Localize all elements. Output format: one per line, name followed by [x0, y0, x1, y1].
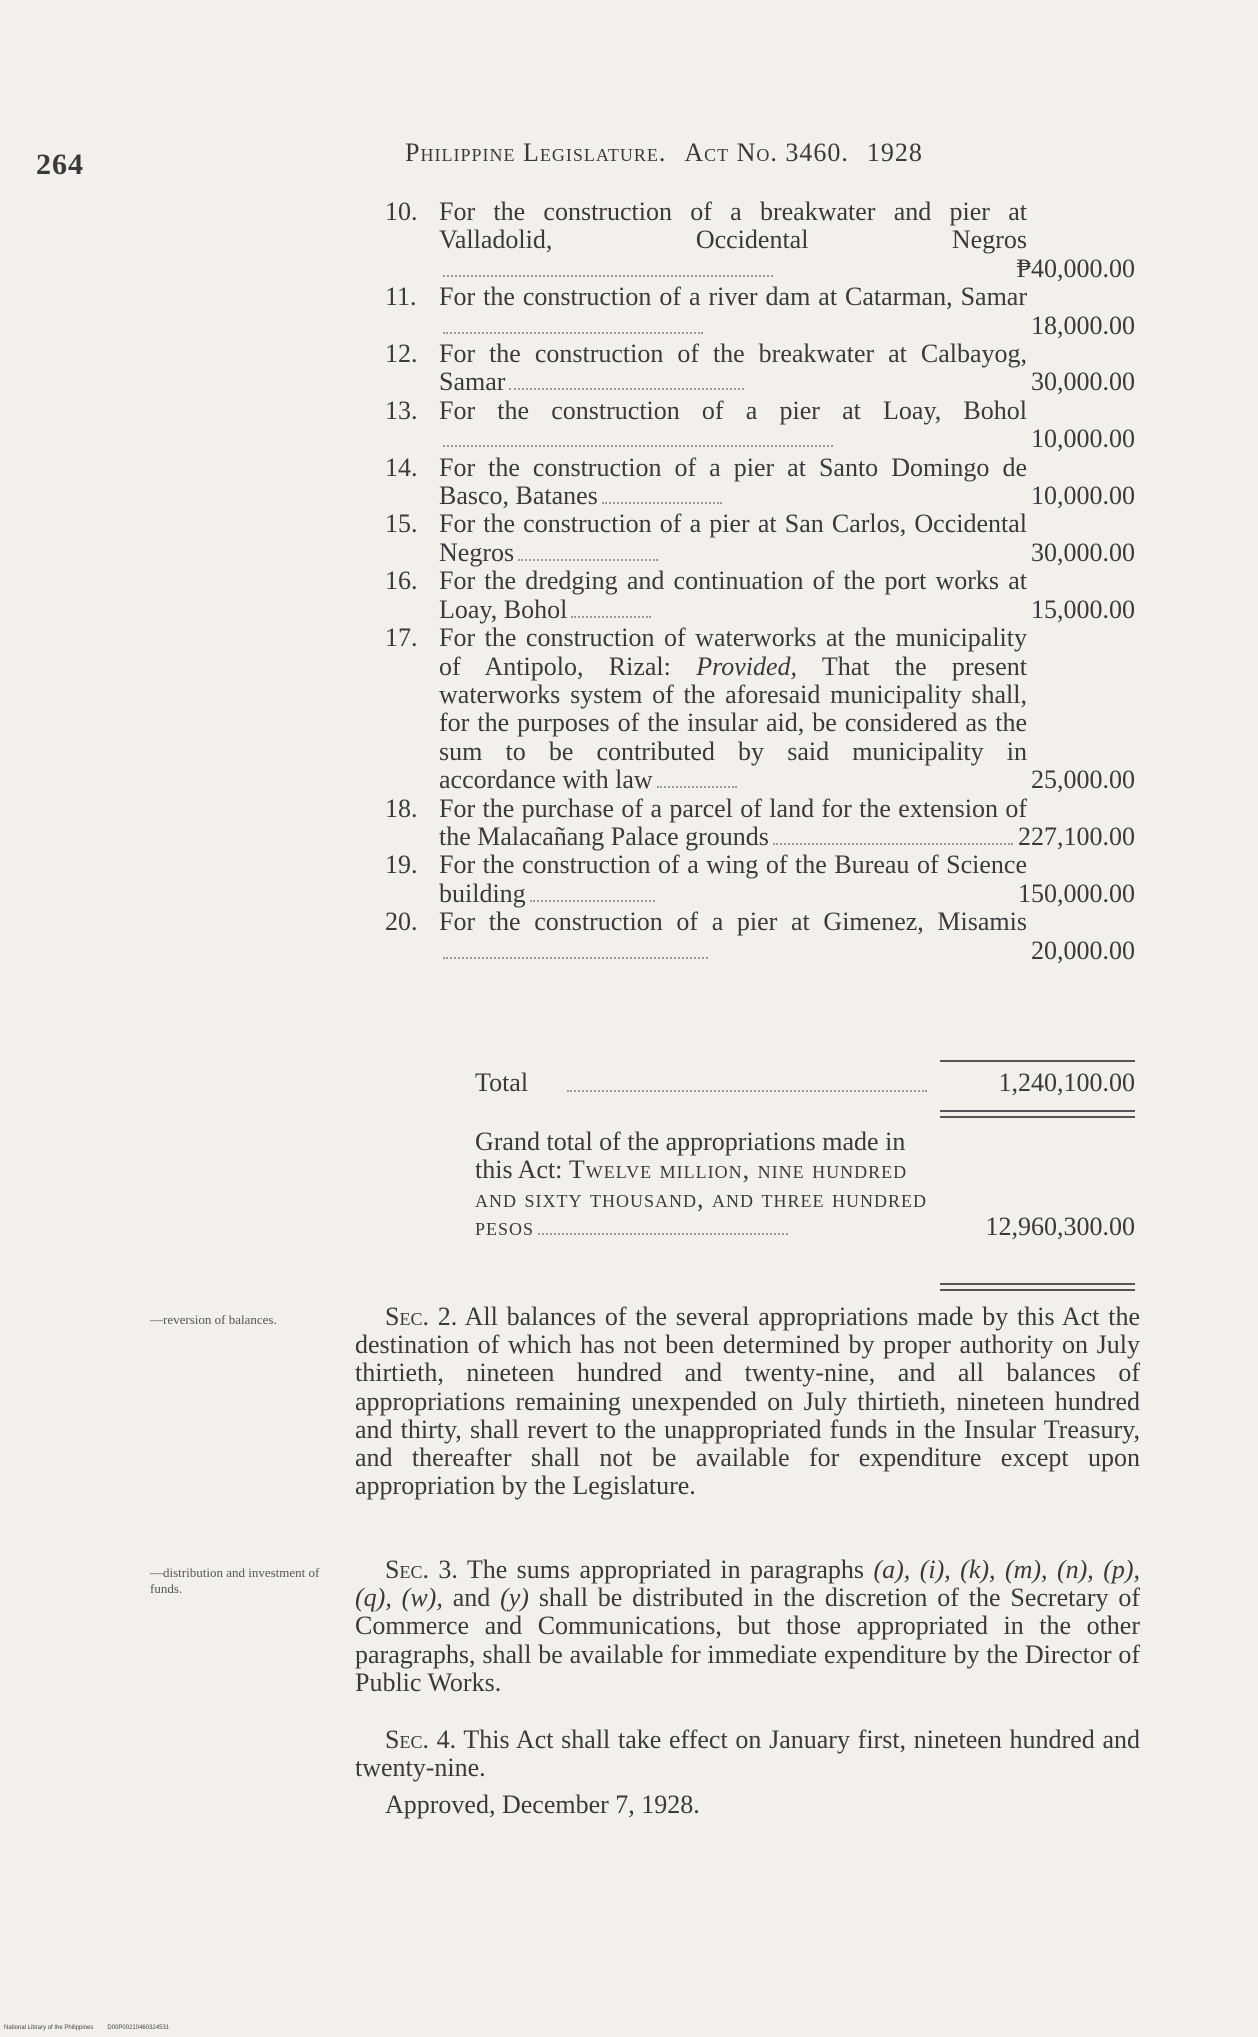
total-label: Total [475, 1068, 529, 1097]
dot-leader [443, 957, 708, 959]
appropriation-item [345, 795, 1135, 852]
dot-leader [518, 559, 658, 561]
appropriation-item [345, 198, 1135, 283]
section-3-label: Sec. 3. [385, 1555, 458, 1584]
running-head [405, 138, 923, 168]
total-amount: 1,240,100.00 [998, 1068, 1135, 1097]
item-description: For the dredging and continuation of the port works at Loay, Bohol [439, 566, 1027, 624]
item-number: 18. [385, 793, 418, 823]
margin-note-reversion: —reversion of balances. [150, 1312, 277, 1327]
appropriation-item [345, 624, 1135, 794]
grand-total [475, 1128, 1135, 1242]
dot-leader [538, 1233, 788, 1235]
appropriation-item [345, 340, 1135, 397]
subtotal-rule [940, 1060, 1135, 1062]
item-number: 10. [385, 197, 418, 226]
section-2-text: All balances of the several appropriations made by this Act the destination of which has not been determined by proper authority on July thirtieth, nineteen hundred and twenty-nine, and all balances of appropriations remaining unexpended on July thirtieth, nineteen hundred and thirty, shall revert to the unappropriated funds in the Insular Treasury, and thereafter shall not be available for expenditure except upon appropriation by the Legislature. [355, 1302, 1140, 1501]
item-amount: 227,100.00 [1018, 821, 1135, 851]
item-amount: 18,000.00 [1031, 310, 1135, 340]
dot-leader [443, 332, 703, 334]
section-2 [355, 1303, 1140, 1500]
dot-leader [773, 843, 1013, 845]
appropriation-item [345, 283, 1135, 340]
item-number: 11. [385, 282, 417, 312]
dot-leader [571, 616, 651, 618]
section-4-text: This Act shall take effect on January first, nineteen hundred and twenty-nine. [355, 1725, 1140, 1783]
item-number: 19. [385, 850, 418, 880]
grand-total-amount: 12,960,300.00 [985, 1212, 1135, 1242]
item-description: For the construction of a breakwater and pier at Valladolid, Occidental Negros [439, 197, 1027, 255]
total-row [345, 1064, 1135, 1100]
item-amount: 30,000.00 [1031, 367, 1135, 397]
item-amount: ₱40,000.00 [1016, 253, 1135, 283]
item-amount: 10,000.00 [1031, 481, 1135, 511]
appropriation-item [345, 397, 1135, 454]
item-description-part: For the construction of waterworks at the municipality of Antipolo, Rizal: [439, 623, 1027, 681]
footer-library: National Library of the Philippines [4, 2025, 94, 2031]
item-number: 13. [385, 395, 418, 425]
appropriation-item [345, 851, 1135, 908]
grand-total-label: Grand total of the appropriations made in this Act: [475, 1127, 906, 1185]
scan-footer [4, 2025, 183, 2031]
item-number: 20. [385, 907, 418, 937]
dot-leader [657, 786, 737, 788]
section-3-paragraph-list: (a), (i), (k), (m), (n), (p), (q), (w), [355, 1555, 1141, 1613]
page-number: 264 [36, 148, 84, 181]
item-description: For the construction of the breakwater at Calbayog, Samar [439, 339, 1027, 397]
appropriation-item [345, 908, 1135, 965]
item-number: 16. [385, 566, 418, 596]
section-3-text: The sums appropriated in paragraphs [466, 1555, 865, 1584]
appropriation-item [345, 510, 1135, 567]
dot-leader [509, 388, 744, 390]
item-number: 12. [385, 339, 418, 369]
item-number: 17. [385, 623, 418, 653]
section-3-text-continued: shall be distributed in the discretion of the Secretary of Commerce and Communications, but those appropriated in the other paragraphs, shall be available for immediate expenditure by the Director of Public Works. [355, 1583, 1141, 1697]
section-3 [355, 1556, 1140, 1697]
item-description-part: That the present waterworks system of the aforesaid municipality shall, for the purposes of the insular aid, be considered as the sum to be contributed by said municipality in accordance with law [439, 651, 1027, 795]
approval-date: Approved, December 7, 1928. [385, 1790, 700, 1819]
item-amount: 30,000.00 [1031, 537, 1135, 567]
section-3-last-paragraph: (y) [500, 1583, 529, 1613]
item-description: For the construction of a river dam at Catarman, Samar [439, 282, 1027, 312]
item-amount: 20,000.00 [1031, 935, 1135, 965]
running-head-legislature: Philippine Legislature. [405, 138, 667, 167]
running-head-act: Act No. 3460. [684, 138, 849, 167]
item-description: For the construction of a pier at San Carlos, Occidental Negros [439, 509, 1027, 567]
total-double-rule [940, 1110, 1135, 1118]
section-4-label: Sec. 4. [385, 1725, 457, 1754]
running-head-year: 1928 [866, 138, 923, 167]
item-description: For the construction of a pier at Santo Domingo de Basco, Batanes [439, 452, 1027, 511]
item-number: 15. [385, 509, 418, 539]
dot-leader [443, 275, 773, 277]
dot-leader [602, 502, 722, 504]
margin-note-distribution: —distribution and investment of funds. [150, 1565, 320, 1596]
item-amount: 150,000.00 [1018, 878, 1135, 908]
item-description-proviso: Provided, [696, 651, 798, 681]
item-description: For the purchase of a parcel of land for the extension of the Malacañang Palace grounds [439, 793, 1027, 851]
grand-total-double-rule [940, 1283, 1135, 1291]
dot-leader [530, 900, 655, 902]
section-2-label: Sec. 2. [385, 1302, 458, 1331]
item-description: For the construction of a pier at Loay, Bohol [439, 395, 1027, 425]
appropriation-item [345, 567, 1135, 624]
appropriation-item [345, 454, 1135, 511]
item-description: For the construction of a pier at Gimenez, Misamis [439, 907, 1027, 937]
footer-code: D00P00210460324531 [107, 2025, 170, 2031]
item-description: For the construction of a wing of the Bureau of Science building [439, 850, 1027, 908]
section-4 [355, 1726, 1140, 1782]
dot-leader [567, 1090, 927, 1092]
section-3-and: and [452, 1583, 491, 1613]
item-amount: 25,000.00 [1031, 765, 1135, 795]
item-amount: 15,000.00 [1031, 594, 1135, 624]
item-amount: 10,000.00 [1031, 424, 1135, 454]
dot-leader [443, 445, 833, 447]
item-number: 14. [385, 452, 418, 482]
appropriation-items [345, 197, 1135, 1242]
grand-total-words: Twelve million, nine hundred and sixty thousand, and three hundred pesos [475, 1155, 927, 1242]
